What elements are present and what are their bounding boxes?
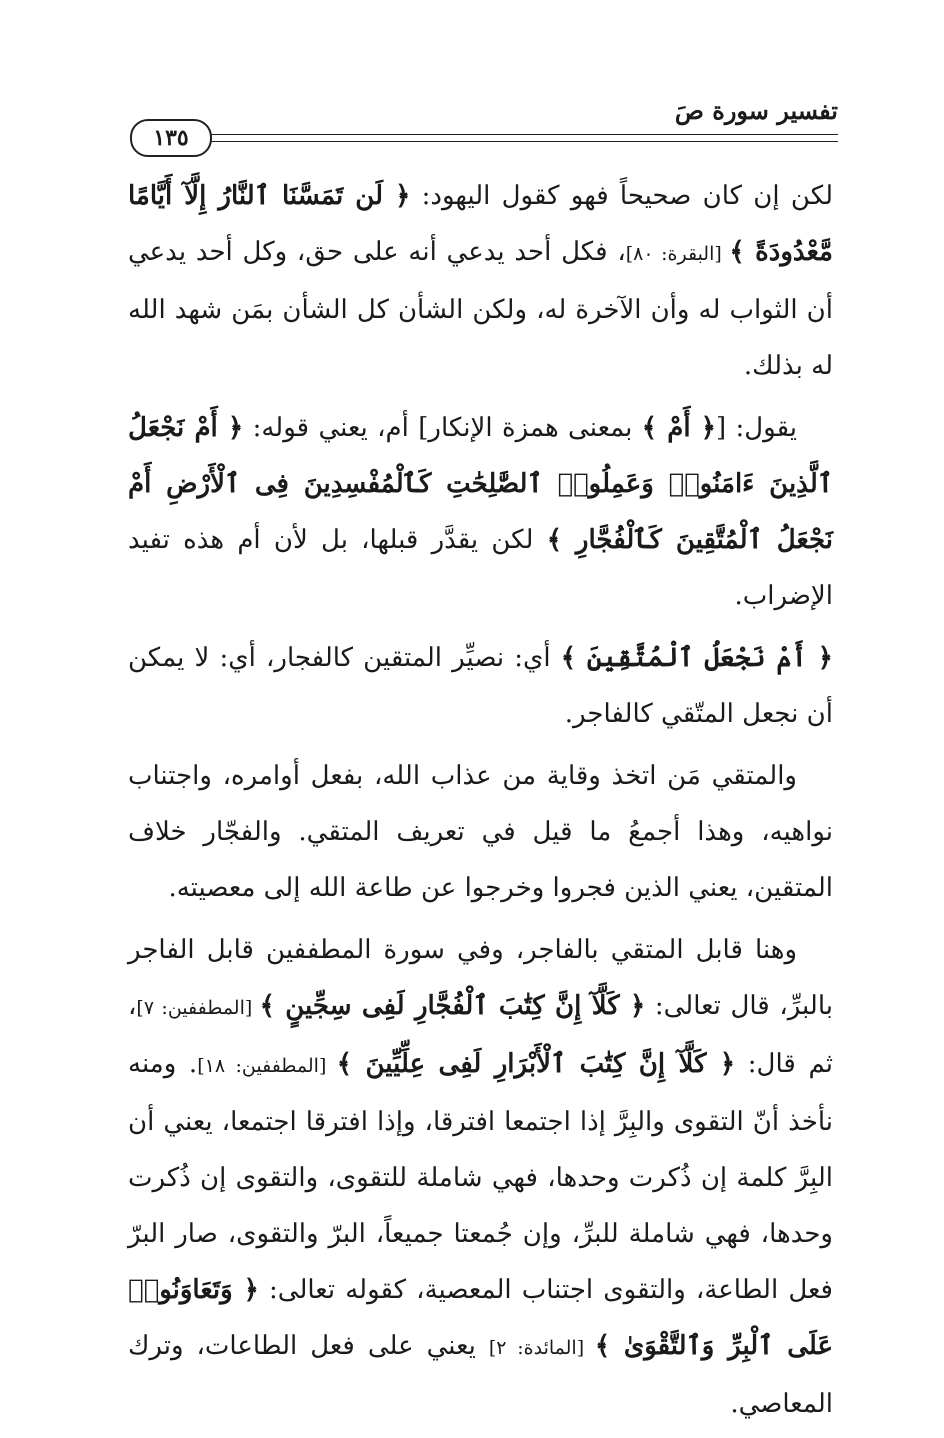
- verse-reference: [البقرة: ٨٠]: [625, 243, 730, 265]
- paragraph-text: ، ثم قال:: [128, 991, 834, 1079]
- quran-verse: ﴿ وَتَعَاوَنُوا۟ عَلَى ٱلْبِرِّ وَٱلتَّقْوَىٰ ﴾: [128, 1275, 833, 1361]
- running-title: تفسير سورة صَ: [674, 96, 838, 125]
- paragraph-text: وهنا قابل المتقي بالفاجر، وفي سورة المطففين قابل الفاجر بالبرِّ، قال تعالى:: [128, 935, 833, 1021]
- paragraph-text: والمتقي مَن اتخذ وقاية من عذاب الله، بفعل أوامره، واجتناب نواهيه، وهذا أجمعُ ما قيل في تعريف المتقي. والفجّار خلاف المتقين، يعني الذين فجروا وخرجوا عن طاعة الله إلى معصيته.: [128, 761, 833, 903]
- quran-verse: ﴿ كَلَّآ إِنَّ كِتَٰبَ ٱلْفُجَّارِ لَفِى سِجِّينٍ ﴾: [259, 991, 646, 1021]
- verse-reference: [المطففين: ١٨]: [197, 1055, 337, 1077]
- paragraph: [128, 400, 833, 624]
- paragraph-text: لكن يقدَّر قبلها، بل لأن أم هذه تفيد الإضراب.: [128, 525, 833, 611]
- paragraph: [128, 168, 833, 394]
- quran-verse: ﴿ أَمْ ﴾: [641, 413, 716, 443]
- quran-verse: ﴿ لَن تَمَسَّنَا ٱلنَّارُ إِلَّآ أَيَّامًا مَّعْدُودَةً ﴾: [128, 181, 833, 267]
- quran-verse: ﴿ أَمْ نَجْعَلُ ٱلْمُتَّقِينَ ﴾: [560, 643, 833, 673]
- header-double-rule: [198, 134, 838, 142]
- paragraph-text: يعني على فعل الطاعات، وترك المعاصي.: [128, 1331, 833, 1419]
- paragraph-text: ، فكل أحد يدعي أنه على حق، وكل أحد يدعي أن الثواب له وأن الآخرة له، ولكن الشأن كل الشأن بمَن شهد الله له بذلك.: [128, 237, 833, 381]
- verse-reference: [المطففين: ٧]: [136, 997, 260, 1019]
- quran-verse: ﴿ أَمْ نَجْعَلُ ٱلَّذِينَ ءَامَنُوا۟ وَعَمِلُوا۟ ٱلصَّٰلِحَٰتِ كَٱلْمُفْسِدِينَ فِى ٱلْأَرْضِ أَمْ نَجْعَلُ ٱلْمُتَّقِينَ كَٱلْفُجَّارِ ﴾: [128, 413, 833, 555]
- body-text: [128, 168, 833, 1438]
- page-header: [128, 92, 838, 154]
- paragraph-text: بمعنى همزة الإنكار] أم، يعني قوله:: [243, 413, 642, 443]
- verse-reference: [المائدة: ٢]: [488, 1337, 595, 1359]
- paragraph-text: أي: نصيِّر المتقين كالفجار، أي: لا يمكن أن نجعل المتّقي كالفاجر.: [128, 643, 833, 729]
- paragraph: [128, 748, 833, 916]
- paragraph-text: . ومنه نأخذ أنّ التقوى والبِرَّ إذا اجتمعا افترقا، وإذا افترقا اجتمعا، يعني أن البِرَّ كلمة إن ذُكرت وحدها، فهي شاملة للتقوى، والتقوى إن ذُكرت وحدها، فهي شاملة للبرِّ، وإن جُمعتا جميعاً، البرّ والتقوى، صار البرّ فعل الطاعة، والتقوى اجتناب المعصية، كقوله تعالى:: [128, 1049, 833, 1305]
- paragraph-text: يقول: [: [715, 413, 797, 443]
- page-number: ١٣٥: [130, 119, 212, 157]
- quran-verse: ﴿ كَلَّآ إِنَّ كِتَٰبَ ٱلْأَبْرَارِ لَفِى عِلِّيِّينَ ﴾: [336, 1049, 736, 1079]
- paragraph-text: لكن إن كان صحيحاً فهو كقول اليهود:: [410, 181, 833, 211]
- paragraph: [128, 630, 833, 742]
- paragraph: [128, 922, 833, 1432]
